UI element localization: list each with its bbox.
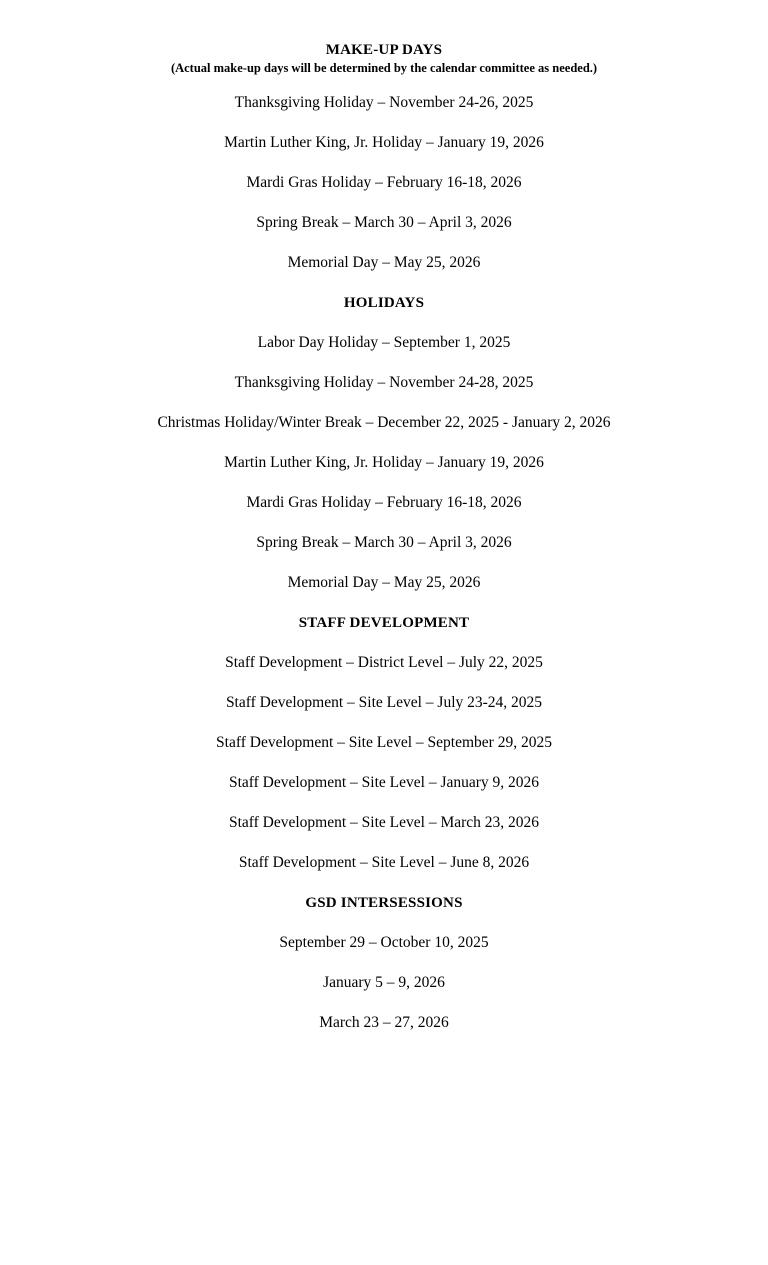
calendar-entry: Staff Development – Site Level – July 23-24, 2025 [225, 694, 543, 711]
calendar-entry: Staff Development – Site Level – June 8, 2026 [238, 854, 530, 871]
calendar-entry: Spring Break – March 30 – April 3, 2026 [256, 534, 512, 551]
calendar-entry: Memorial Day – May 25, 2026 [287, 574, 481, 591]
calendar-entry: Thanksgiving Holiday – November 24-28, 2025 [234, 374, 534, 391]
section-heading-gsd-intersessions: GSD INTERSESSIONS [305, 895, 463, 911]
sections-container [60, 83, 708, 1043]
calendar-entry: Martin Luther King, Jr. Holiday – January 19, 2026 [224, 134, 544, 151]
calendar-entry: Christmas Holiday/Winter Break – December 22, 2025 - January 2, 2026 [157, 414, 611, 431]
calendar-entry: Mardi Gras Holiday – February 16-18, 2026 [246, 494, 522, 511]
section-holidays [60, 283, 708, 603]
calendar-entry: Thanksgiving Holiday – November 24-26, 2025 [234, 94, 534, 111]
calendar-entry: Staff Development – Site Level – September 29, 2025 [216, 734, 552, 751]
section-make-up-days [60, 83, 708, 283]
calendar-entry: Spring Break – March 30 – April 3, 2026 [256, 214, 512, 231]
section-heading-staff-development: STAFF DEVELOPMENT [298, 615, 470, 631]
page-title: MAKE-UP DAYS [325, 42, 443, 58]
section-staff-development [60, 603, 708, 883]
calendar-entry: Staff Development – Site Level – January 9, 2026 [228, 774, 540, 791]
calendar-entry: March 23 – 27, 2026 [319, 1014, 449, 1031]
section-heading-holidays: HOLIDAYS [343, 295, 425, 311]
page-subtitle: (Actual make-up days will be determined by the calendar committee as needed.) [170, 61, 598, 75]
calendar-entry: September 29 – October 10, 2025 [279, 934, 489, 951]
calendar-entry: Martin Luther King, Jr. Holiday – January 19, 2026 [224, 454, 544, 471]
calendar-entry: Staff Development – District Level – July 22, 2025 [225, 654, 543, 671]
calendar-entry: Memorial Day – May 25, 2026 [287, 254, 481, 271]
calendar-entry: Staff Development – Site Level – March 23, 2026 [228, 814, 540, 831]
section-gsd-intersessions [60, 883, 708, 1043]
calendar-entry: January 5 – 9, 2026 [323, 974, 445, 991]
calendar-entry: Labor Day Holiday – September 1, 2025 [257, 334, 511, 351]
calendar-entry: Mardi Gras Holiday – February 16-18, 2026 [246, 174, 522, 191]
